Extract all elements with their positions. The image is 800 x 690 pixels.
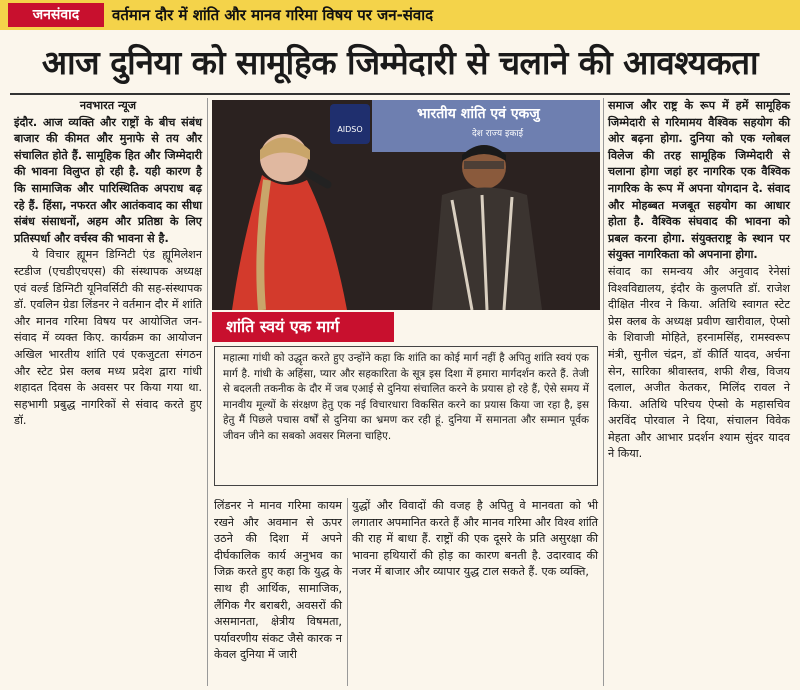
body-paragraph: संवाद का समन्वय और अनुवाद रेनेसां विश्वविद्यालय, इंदौर के कुलपति डॉ. राजेश दीक्षित नीरव ने किया. अतिथि स्वागत स्टेट प्रेस क्लब के अध्यक्ष प्रवीण खारीवाल, ऐप्सो के शिवाजी मोहिते, हरनामसिंह, रामस्वरूप मंत्री, सुनील चंद्रन, डॉ कीर्ति यादव, अर्चना सेन, सारिका श्रीवास्तव, शफी शैख, विजय दलाल, अजीत केतकर, मिलिंद रावल ने किया. अतिथि परिचय ऐप्सो के महासचिव अरविंद पोरवाल ने दिया, संचालन विवेक मेहता और आभार प्रदर्शन श्याम सुंदर यादव ने किया. (608, 264, 790, 461)
body-paragraph: युद्धों और विवादों की वजह है अपितु वे मानवता को भी लगातार अपमानित करते हैं और मानव गरिमा और विश्व शांति की राह में बाधा हैं. राष्ट्रों की एक दूसरे के प्रति असुरक्षा की भावना हथियारों की होड़ का कारण बनती है. उदारवाद की नजर में बाजार और व्यापार युद्ध टाल सकते हैं. एक व्यक्ति, (352, 499, 598, 579)
banner-subtext: देश राज्य इकाई (472, 129, 524, 139)
kicker-text: वर्तमान दौर में शांति और मानव गरिमा विषय पर जन-संवाद (112, 6, 434, 24)
host-figure (412, 125, 572, 310)
kicker-bar (0, 0, 800, 30)
aidso-logo: AIDSO (330, 104, 370, 144)
body-paragraph: समाज और राष्ट्र के रूप में हमें सामूहिक जिम्मेदारी से गरिमामय वैश्विक सहयोग की ओर बढ़ना होगा. दुनिया को एक ग्लोबल विलेज की तरह सामूहिक जिम्मेदारी से चलाना होगा जहां हर नागरिक एक वैश्विक नागरिक के रूप में अपना योगदान दे. संवाद और मोहब्बत मजबूत सहयोग का आधार होता है. वैश्विक संघवाद की भावना को प्रबल करना होगा. संयुक्तराष्ट्र के स्थान पर संयुक्त नागरिकता को अपनाना होगा. (608, 99, 790, 262)
body-paragraph: लिंडनर ने मानव गरिमा कायम रखने और अवमान से ऊपर उठने की दिशा में अपने दीर्घकालिक कार्य अनुभव का जिक्र करते हुए कहा कि युद्ध के साथ ही आर्थिक, सामाजिक, लैंगिक गैर बराबरी, अवसरों की असमानता, क्षेत्रीय विषमता, पर्यावरणीय संकट जैसे कारक न केवल दुनिया में जारी (214, 499, 342, 662)
column-divider (603, 98, 604, 686)
pull-quote-text: महात्मा गांधी को उद्धृत करते हुए उन्होंने कहा कि शांति का कोई मार्ग नहीं है अपितु शांति स्वयं एक मार्ग है. गांधी के अहिंसा, प्यार और सहकारिता के सूत्र इस दिशा में हमारा मार्गदर्शन करते हैं. तेजी से बदलती तकनीक के दौर में जब एआई से दुनिया संचालित करने के प्रयास हो रहे हैं, ऐसे समय में मानवीय मूल्यों के संरक्षण हेतु एक नई विचारधारा विकसित करने का प्रयास किया जा रहा है, इस हेतु मैं पिछले पचास वर्षों से दुनिया का भ्रमण कर रही हूं. दुनिया में समानता और सम्मान पूर्वक जीवन जीने का सबको अवसर मिलना चाहिए. (223, 352, 589, 442)
banner-text: भारतीय शांति एवं एकजु (417, 106, 540, 122)
event-photo (212, 100, 600, 310)
column-2 (214, 498, 342, 686)
headline: आज दुनिया को सामूहिक जिम्मेदारी से चलाने की आवश्यकता (41, 43, 759, 82)
column-1 (14, 98, 202, 686)
lead-paragraph: इंदौर. आज व्यक्ति और राष्ट्रों के बीच संबंध बाजार की कीमत और मुनाफे से तय और संचालित होते हैं. सामूहिक हित और जिम्मेदारी की भावना विलुप्त हो रही है. यही कारण है कि सामाजिक और पारिस्थितिक अपराध बढ़ रहे हैं. हिंसा, नफरत और आतंकवाद का सीधा संबंध संसाधनों, अहम और प्रतिष्ठा के लिए प्रतिस्पर्धा और वर्चस्व की भावना से है. (14, 115, 202, 245)
section-tag: जनसंवाद (8, 3, 104, 27)
body-paragraph: ये विचार ह्यूमन डिग्निटी एंड ह्यूमिलेशन स्टडीज (एचडीएचएस) की संस्थापक अध्यक्ष एवं वर्ल्ड डिग्निटी यूनिवर्सिटी की सह-संस्थापक डॉ. एवलिन ग्रेडा लिंडनर ने वर्तमान दौर में शांति और मानव गरिमा विषय पर आयोजित जन-संवाद में व्यक्त किए. कार्यक्रम का आयोजन अखिल भारतीय शांति एवं एकजुटता संगठन और स्टेट प्रेस क्लब मध्य प्रदेश द्वारा गांधी शहादत दिवस के अवसर पर किया गया था. सहभागी प्रबुद्ध नागरिकों से संवाद करते हुए डॉ. (14, 248, 202, 428)
headline-rule (10, 93, 790, 95)
column-4 (608, 98, 790, 686)
pull-quote-box (214, 346, 598, 486)
column-3 (352, 498, 598, 686)
speaker-figure (222, 120, 352, 310)
byline: नवभारत न्यूज (79, 99, 137, 112)
column-divider (347, 498, 348, 686)
column-divider (207, 98, 208, 686)
subhead-box: शांति स्वयं एक मार्ग (212, 312, 394, 342)
